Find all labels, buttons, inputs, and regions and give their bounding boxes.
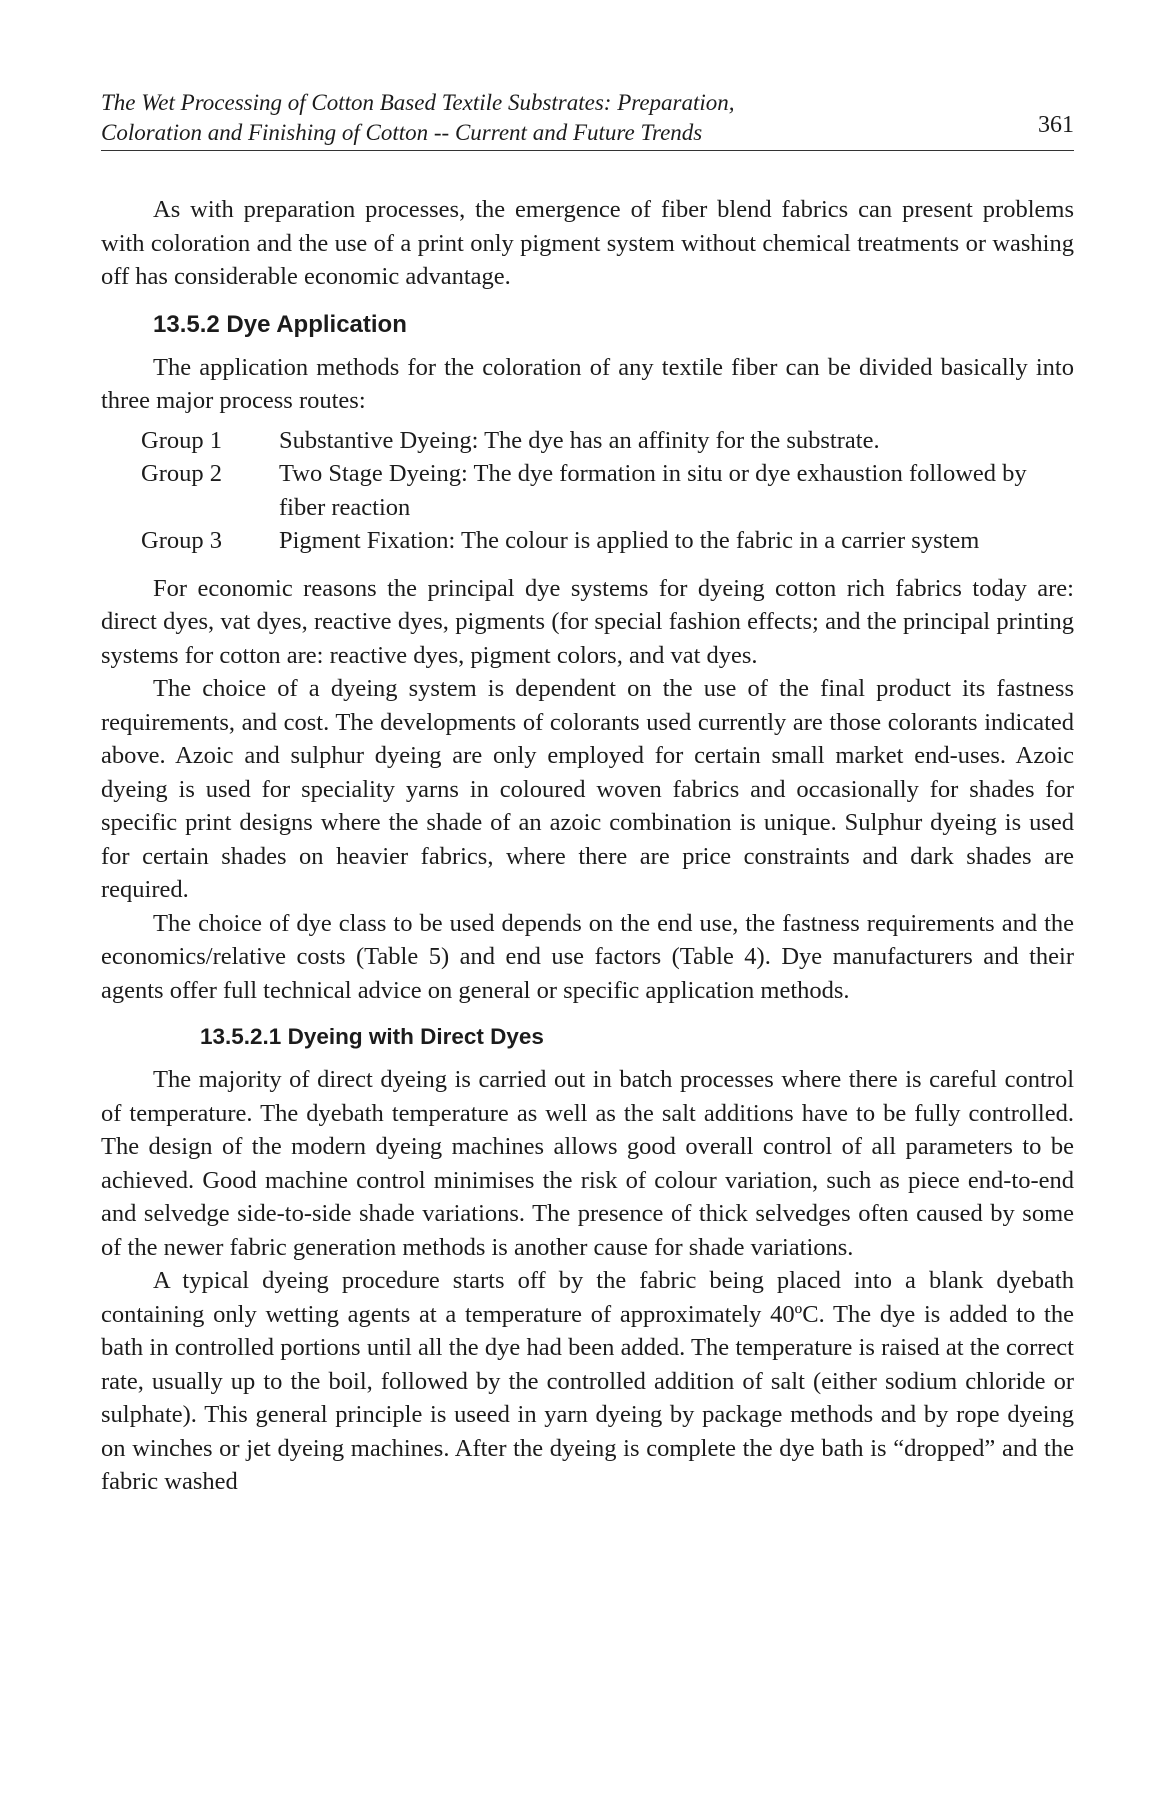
body-paragraph: A typical dyeing procedure starts off by the fabric being placed into a blank dyebath containing only wetting agents at a temperature of approximately 40ºC. The dye is added to the bath in controlled portions until all the dye had been added. The temperature is raised at the correct rate, usually up to the boil, followed by the controlled addition of salt (either sodium chloride or sulphate). This general principle is useed in yarn dyeing by package methods and by rope dyeing on winches or jet dyeing machines. After the dyeing is complete the dye bath is “dropped” and the fabric washed	[101, 1267, 1074, 1495]
running-title-line1: The Wet Processing of Cotton Based Textile Substrates: Preparation,	[101, 90, 735, 115]
body-paragraph: The choice of a dyeing system is dependent on the use of the final product its fastness requirements, and cost. The developments of colorants used currently are those colorants indicated above. Azoic and sulphur dyeing are only employed for certain small market end-uses. Azoic dyeing is used for speciality yarns in coloured woven fabrics and occasionally for shades for specific print designs where the shade of an azoic combination is unique. Sulphur dyeing is used for certain shades on heavier fabrics, where there are price constraints and dark shades are required.	[101, 675, 1074, 903]
body-paragraph: For economic reasons the principal dye systems for dyeing cotton rich fabrics today are: direct dyes, vat dyes, reactive dyes, pigments (for special fashion effects; and the principal printing systems for cotton are: reactive dyes, pigment colors, and vat dyes.	[101, 574, 1074, 669]
list-item	[141, 457, 1074, 524]
page-number: 361	[1038, 112, 1074, 138]
running-header	[101, 88, 1074, 151]
page-body	[101, 193, 1074, 1499]
section-heading: 13.5.2 Dye Application	[153, 310, 407, 338]
body-paragraph: The majority of direct dyeing is carried out in batch processes where there is careful control of temperature. The dyebath temperature as well as the salt additions have to be fully controlled. The design of the modern dyeing machines allows good overall control of all parameters to be achieved. Good machine control minimises the risk of colour variation, such as piece end-to-end and selvedge side-to-side shade variations. The presence of thick selvedges often caused by some of the newer fabric generation methods is another cause for shade variations.	[101, 1066, 1074, 1261]
process-groups-list	[141, 424, 1074, 558]
section-intro-paragraph: The application methods for the coloration of any textile fiber can be divided basically into three major process routes:	[101, 353, 1074, 414]
group-description: Two Stage Dyeing: The dye formation in situ or dye exhaustion followed by fiber reaction	[279, 460, 1027, 521]
list-item	[141, 524, 1074, 558]
list-item	[141, 424, 1074, 458]
group-label: Group 2	[141, 460, 222, 487]
group-description: Substantive Dyeing: The dye has an affinity for the substrate.	[279, 426, 880, 454]
body-paragraph: The choice of dye class to be used depends on the end use, the fastness requirements and the economics/relative costs (Table 5) and end use factors (Table 4). Dye manufacturers and their agents offer full technical advice on general or specific application methods.	[101, 909, 1074, 1004]
running-title	[101, 88, 961, 148]
group-label: Group 1	[141, 426, 222, 454]
running-title-line2: Coloration and Finishing of Cotton -- Current and Future Trends	[101, 120, 703, 145]
subsection-heading: 13.5.2.1 Dyeing with Direct Dyes	[200, 1024, 544, 1049]
group-description: Pigment Fixation: The colour is applied to the fabric in a carrier system	[279, 527, 980, 554]
intro-paragraph: As with preparation processes, the emergence of fiber blend fabrics can present problems with coloration and the use of a print only pigment system without chemical treatments or washing off has considerable economic advantage.	[101, 196, 1074, 290]
group-label: Group 3	[141, 527, 222, 554]
